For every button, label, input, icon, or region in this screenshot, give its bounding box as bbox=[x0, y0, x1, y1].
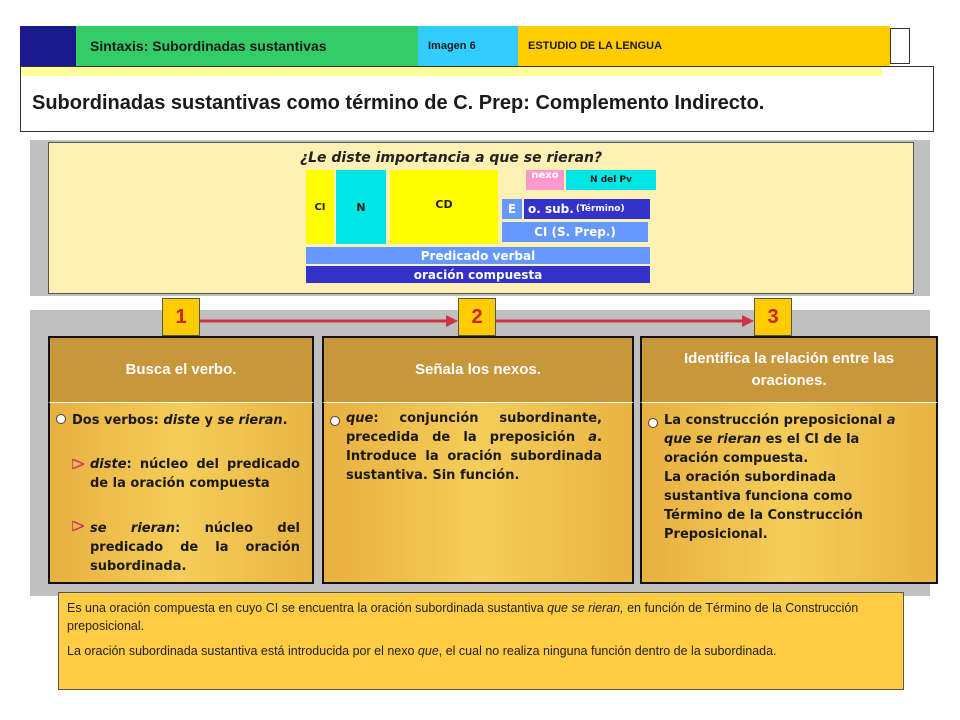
triangle-bullet-icon bbox=[72, 521, 84, 531]
header-end-cap bbox=[890, 28, 910, 64]
step-1-intro: Dos verbos: diste y se rieran. bbox=[72, 413, 288, 428]
block-oracion-compuesta: oración compuesta bbox=[306, 266, 650, 283]
block-ci: CI bbox=[306, 170, 334, 244]
header-image-label: Imagen 6 bbox=[418, 26, 518, 66]
summary-paragraph-2: La oración subordinada sustantiva está introducida por el nexo que, el cual no realiza ninguna función dentro de la subordinada. bbox=[67, 644, 777, 658]
header-navy-block bbox=[20, 26, 76, 66]
step-1-sub-2: se rieran: núcleo del predicado de la oración subordinada. bbox=[90, 521, 301, 574]
step-1-heading: Busca el verbo. bbox=[48, 336, 314, 402]
block-termino-label: (Término) bbox=[575, 204, 625, 214]
block-o-sub-label: o. sub. bbox=[528, 202, 574, 216]
step-2-body bbox=[322, 402, 634, 584]
page-title: Subordinadas sustantivas como término de C. Prep: Complemento Indirecto. bbox=[32, 92, 765, 114]
block-nexo: nexo bbox=[526, 170, 564, 190]
step-3-text: La construcción preposicional a que se rieran es el CI de la oración compuesta. La oración subordinada sustantiva funciona como Término de la Construcción Preposicional. bbox=[664, 413, 896, 542]
summary-paragraph-1: Es una oración compuesta en cuyo CI se encuentra la oración subordinada sustantiva que se rieran, en función de Término de la Construcción preposicional. bbox=[67, 601, 859, 633]
bullet-icon bbox=[330, 416, 340, 426]
step-2-text: que: conjunción subordinante, precedida de la preposición a. Introduce la oración subordinada sustantiva. Sin función. bbox=[346, 411, 602, 483]
step-1-sub-1: diste: núcleo del predicado de la oración compuesta bbox=[90, 457, 300, 491]
block-e: E bbox=[502, 199, 522, 219]
bullet-icon bbox=[56, 414, 66, 424]
header-study-label: ESTUDIO DE LA LENGUA bbox=[518, 26, 890, 66]
step-2-heading: Señala los nexos. bbox=[322, 336, 634, 402]
step-3-body bbox=[640, 402, 938, 584]
block-o-sub bbox=[524, 199, 650, 219]
block-n-del-pv: N del Pv bbox=[566, 170, 656, 190]
step-number-1: 1 bbox=[162, 298, 200, 336]
step-3-heading: Identifica la relación entre las oraciones. bbox=[640, 336, 938, 402]
block-predicado-verbal: Predicado verbal bbox=[306, 247, 650, 264]
summary-note bbox=[58, 592, 904, 690]
step-number-2: 2 bbox=[458, 298, 496, 336]
step-number-3: 3 bbox=[754, 298, 792, 336]
block-ci-prep: CI (S. Prep.) bbox=[502, 222, 648, 242]
step-1-body bbox=[48, 402, 314, 584]
block-n: N bbox=[336, 170, 386, 244]
block-cd: CD bbox=[390, 170, 498, 244]
bullet-icon bbox=[648, 418, 658, 428]
analysis-sentence: ¿Le diste importancia a que se rieran? bbox=[300, 150, 603, 166]
header-section-label: Sintaxis: Subordinadas sustantivas bbox=[76, 26, 418, 66]
triangle-bullet-icon bbox=[72, 459, 84, 469]
